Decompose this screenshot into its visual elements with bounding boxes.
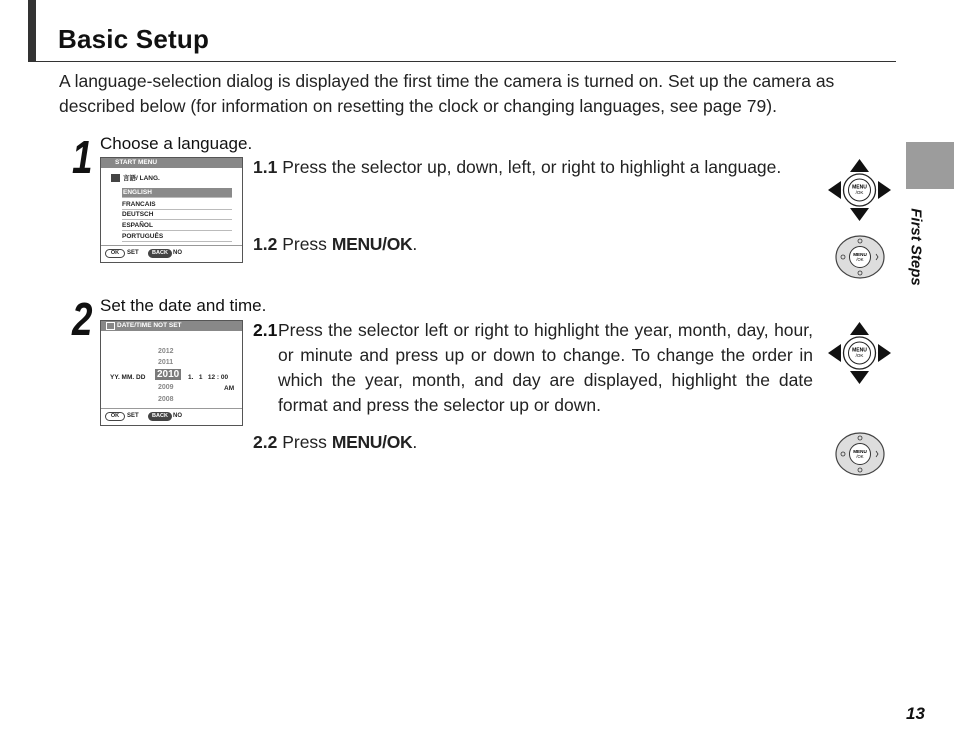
svg-text:MENU: MENU bbox=[853, 252, 867, 257]
list-item[interactable]: ENGLISH bbox=[122, 188, 232, 198]
year-option: 2012 bbox=[158, 348, 174, 355]
substep-1-2: 1.2 Press MENU/OK. bbox=[253, 234, 418, 254]
menu-ok-button-icon bbox=[834, 234, 886, 280]
svg-text:/OK: /OK bbox=[855, 190, 864, 195]
back-badge: BACK bbox=[148, 412, 172, 421]
substep-2-1-text: Press the selector left or right to highlight the year, month, day, hour, or minute and press up or down to change. To change the order in which the year, month, and day are displayed, highlight the date format and press the selector up or down. bbox=[278, 320, 813, 415]
title-accent-bar bbox=[28, 0, 36, 62]
step-2-number: 2 bbox=[72, 293, 93, 345]
date-time-screen bbox=[100, 320, 243, 426]
selector-all-directions-icon bbox=[826, 157, 893, 223]
menu-ok-button-icon bbox=[834, 431, 886, 477]
section-tab bbox=[906, 142, 954, 189]
svg-text:/OK: /OK bbox=[856, 257, 864, 262]
language-screen-header: START MENU bbox=[101, 158, 242, 168]
substep-2-1-number: 2.1 bbox=[253, 320, 278, 340]
list-item[interactable]: ESPAÑOL bbox=[122, 221, 232, 231]
page-title: Basic Setup bbox=[58, 24, 210, 54]
date-time-value[interactable]: 1. 1 12 : 00 bbox=[188, 374, 229, 381]
year-option: 2009 bbox=[158, 384, 174, 391]
language-icon bbox=[111, 174, 120, 182]
back-text: NO bbox=[173, 413, 182, 419]
ok-badge: OK bbox=[105, 412, 125, 421]
back-text: NO bbox=[173, 250, 182, 256]
svg-text:/OK: /OK bbox=[856, 454, 864, 459]
ok-badge: OK bbox=[105, 249, 125, 258]
section-label: First Steps bbox=[907, 208, 925, 286]
screen-divider bbox=[101, 245, 242, 246]
svg-text:MENU: MENU bbox=[852, 184, 867, 191]
list-item[interactable]: PORTUGUÊS bbox=[122, 232, 232, 242]
step-2-heading: Set the date and time. bbox=[100, 296, 267, 315]
year-option: 2008 bbox=[158, 396, 174, 403]
step-1-number: 1 bbox=[72, 131, 93, 183]
year-option: 2011 bbox=[158, 359, 174, 366]
selector-all-directions-icon bbox=[826, 320, 893, 386]
am-pm-value[interactable]: AM bbox=[224, 385, 235, 392]
ok-text: SET bbox=[127, 250, 139, 256]
back-badge: BACK bbox=[148, 249, 172, 258]
date-time-screen-header: DATE/TIME NOT SET bbox=[101, 321, 242, 331]
screen-divider bbox=[101, 408, 242, 409]
step-1-heading: Choose a language. bbox=[100, 134, 253, 153]
list-item[interactable]: FRANCAIS bbox=[122, 200, 232, 210]
svg-text:MENU: MENU bbox=[853, 449, 867, 454]
intro-paragraph: A language-selection dialog is displayed the first time the camera is turned on. Set up the camera as described below (for information on resetting the clock or changing languages, see page 79). bbox=[59, 71, 835, 116]
substep-1-1: 1.1 Press the selector up, down, left, or right to highlight a language. bbox=[253, 157, 782, 177]
date-format[interactable]: YY. MM. DD bbox=[110, 374, 146, 381]
ok-text: SET bbox=[127, 413, 139, 419]
language-label: 言語/ LANG. bbox=[123, 175, 160, 182]
svg-text:MENU: MENU bbox=[852, 347, 867, 354]
list-item[interactable]: DEUTSCH bbox=[122, 210, 232, 220]
language-screen bbox=[100, 157, 243, 263]
calendar-icon bbox=[106, 322, 115, 330]
substep-2-2: 2.2 Press MENU/OK. bbox=[253, 432, 418, 452]
page-number: 13 bbox=[906, 704, 925, 723]
svg-text:/OK: /OK bbox=[855, 353, 864, 358]
title-rule bbox=[28, 61, 896, 62]
year-selected[interactable]: 2010 bbox=[157, 369, 180, 380]
